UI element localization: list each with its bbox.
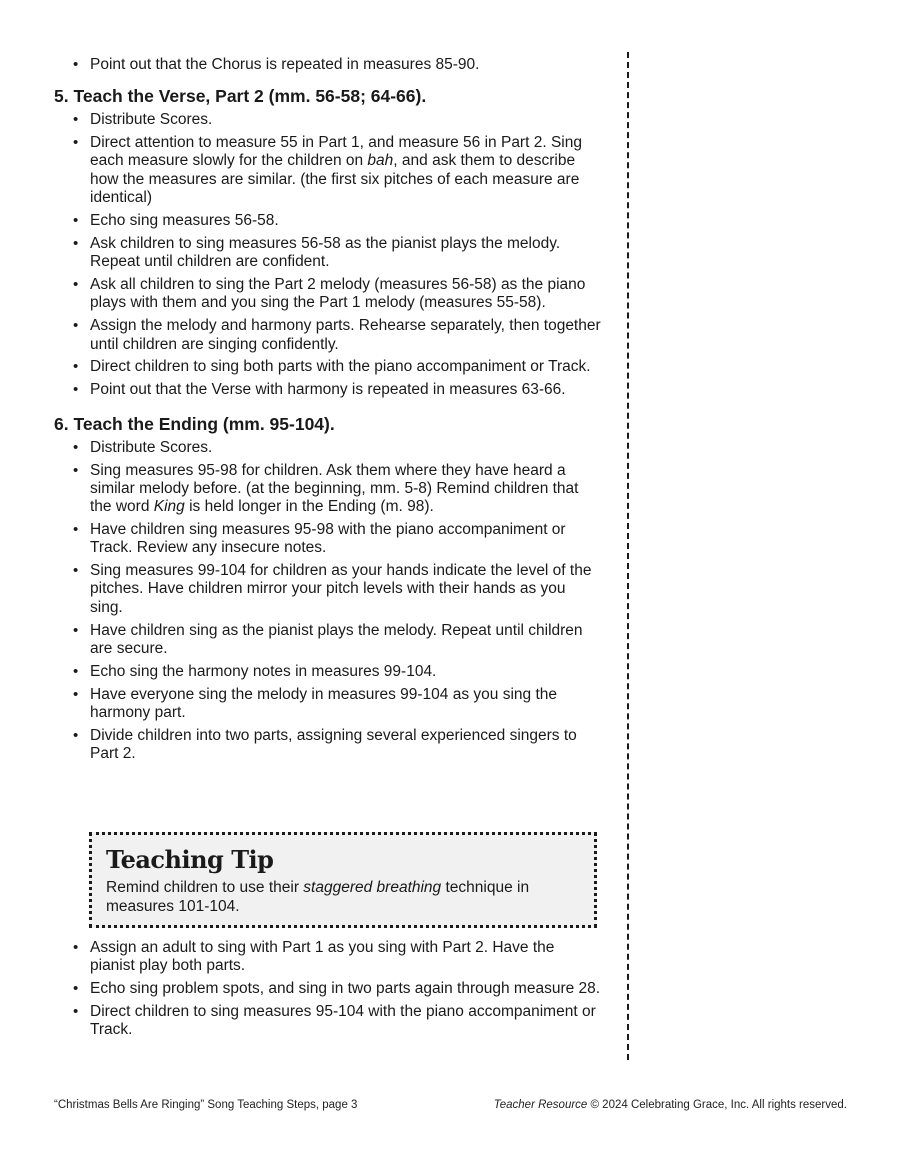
step-5-list xyxy=(54,111,602,399)
footer-copyright: Teacher Resource © 2024 Celebrating Grace, Inc. All rights reserved. xyxy=(493,1099,847,1111)
list-item: • Distribute Scores. xyxy=(54,111,602,129)
step-6-heading: 6. Teach the Ending (mm. 95-104). xyxy=(54,413,335,434)
teaching-tip-title: Teaching Tip xyxy=(106,845,274,874)
list-item: • Direct children to sing both parts with the piano accompaniment or Track. xyxy=(54,358,602,376)
step-6-continued xyxy=(54,939,602,1044)
item-text: Point out that the Chorus is repeated in measures 85-90. xyxy=(90,56,480,73)
list-item: • Distribute Scores. xyxy=(54,439,602,457)
column-divider xyxy=(627,52,629,1060)
list-item: • Echo sing problem spots, and sing in two parts again through measure 28. xyxy=(54,980,602,998)
list-item: • Direct children to sing measures 95-104 with the piano accompaniment or Track. xyxy=(54,1003,602,1040)
list-item: • Assign an adult to sing with Part 1 as you sing with Part 2. Have the pianist play both parts. xyxy=(54,939,602,976)
teaching-tip-box xyxy=(89,832,597,928)
list-item: • Direct attention to measure 55 in Part 1, and measure 56 in Part 2. Sing each measure slowly for the children on bah, and ask them to describe how the measures are similar. (the first six pitches of each measure are identical) xyxy=(54,134,602,207)
lesson-steps xyxy=(54,0,602,768)
list-item: • Have children sing measures 95-98 with the piano accompaniment or Track. Review any insecure notes. xyxy=(54,521,602,558)
list-item: • Ask all children to sing the Part 2 melody (measures 56-58) as the piano plays with them and you sing the Part 1 melody (measures 55-58). xyxy=(54,276,602,313)
list-item: • Divide children into two parts, assigning several experienced singers to Part 2. xyxy=(54,727,602,764)
list-item: • Point out that the Verse with harmony is repeated in measures 63-66. xyxy=(54,381,602,399)
teaching-tip-text: Remind children to use their staggered breathing technique in measures 101-104. xyxy=(106,879,530,915)
list-item: • Assign the melody and harmony parts. Rehearse separately, then together until children are singing confidently. xyxy=(54,317,602,354)
footer-page-info: “Christmas Bells Are Ringing” Song Teaching Steps, page 3 xyxy=(54,1099,358,1111)
step-5-heading: 5. Teach the Verse, Part 2 (mm. 56-58; 64-66). xyxy=(54,86,427,107)
intro-list xyxy=(54,56,602,74)
list-item: • Echo sing the harmony notes in measures 99-104. xyxy=(54,663,602,681)
list-item: • Have children sing as the pianist plays the melody. Repeat until children are secure. xyxy=(54,622,602,659)
list-item xyxy=(54,56,602,74)
list-item: • Sing measures 99-104 for children as your hands indicate the level of the pitches. Have children mirror your pitch levels with their hands as you sing. xyxy=(54,562,602,617)
step-6-list xyxy=(54,439,602,764)
list-item: • Echo sing measures 56-58. xyxy=(54,212,602,230)
step-6-list-continued xyxy=(54,939,602,1040)
list-item: • Sing measures 95-98 for children. Ask them where they have heard a similar melody before. (at the beginning, mm. 5-8) Remind children that the word King is held longer in the Ending (m. 98). xyxy=(54,462,602,517)
list-item: • Ask children to sing measures 56-58 as the pianist plays the melody. Repeat until children are confident. xyxy=(54,235,602,272)
list-item: • Have everyone sing the melody in measures 99-104 as you sing the harmony part. xyxy=(54,686,602,723)
